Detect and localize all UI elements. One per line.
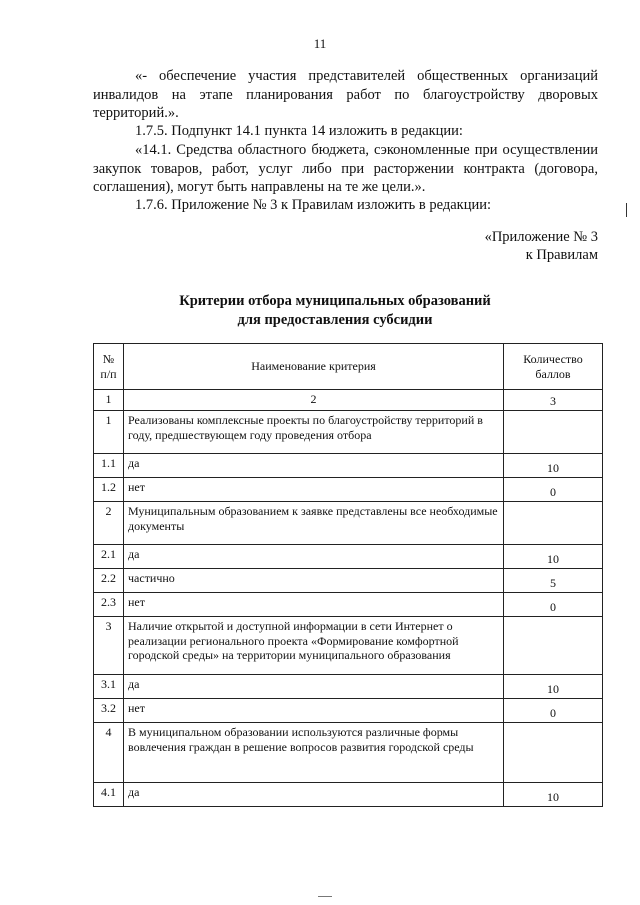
- row-number: 3: [94, 617, 124, 675]
- appendix-reference: [485, 228, 598, 264]
- row-criterion: В муниципальном образовании используются различные формы вовлечения граждан в решение вопросов развития городской среды: [124, 723, 504, 783]
- appendix-line-2: к Правилам: [525, 247, 598, 263]
- row-number: 2.3: [94, 593, 124, 617]
- row-number: 4.1: [94, 783, 124, 807]
- title-line-1: Критерии отбора муниципальных образований: [179, 293, 491, 309]
- paragraph-item-14-1: «14.1. Средства областного бюджета, сэкономленные при осуществлении закупок товаров, работ, услуг либо при расторжении контракта (договора, соглашения), могут быть направлены на те же цели.».: [93, 142, 598, 195]
- row-points: 10: [504, 454, 603, 478]
- table-row: [94, 411, 603, 454]
- title-line-2: для предоставления субсидии: [237, 312, 433, 328]
- row-number: 4: [94, 723, 124, 783]
- row-points: [504, 502, 603, 545]
- table-row: [94, 723, 603, 783]
- row-points: 5: [504, 569, 603, 593]
- index-col-2: 2: [124, 390, 504, 411]
- row-points: 10: [504, 783, 603, 807]
- criteria-table: [93, 343, 603, 807]
- table-row: [94, 454, 603, 478]
- row-number: 2.1: [94, 545, 124, 569]
- table-row: [94, 545, 603, 569]
- bottom-mark: [318, 896, 332, 897]
- table-row: [94, 699, 603, 723]
- table-row: [94, 783, 603, 807]
- row-number: 1.1: [94, 454, 124, 478]
- row-number: 1: [94, 411, 124, 454]
- header-number: № п/п: [94, 344, 124, 390]
- paragraph-item-1-7-6: 1.7.6. Приложение № 3 к Правилам изложить в редакции:: [135, 197, 492, 213]
- row-criterion: Наличие открытой и доступной информации в сети Интернет о реализации регионального проекта «Формирование комфортной городской среды» на территории муниципального образования: [124, 617, 504, 675]
- header-criterion-name: Наименование критерия: [124, 344, 504, 390]
- margin-mark: [626, 203, 627, 217]
- table-row: [94, 593, 603, 617]
- table-row: [94, 617, 603, 675]
- paragraph-accessibility: «- обеспечение участия представителей общественных организаций инвалидов на этапе планирования работ по благоустройству дворовых территорий.».: [93, 68, 598, 121]
- table-row: [94, 569, 603, 593]
- table-header-row: [94, 344, 603, 390]
- row-points: 0: [504, 478, 603, 502]
- index-col-3: 3: [504, 390, 603, 411]
- row-criterion: Муниципальным образованием к заявке представлены все необходимые документы: [124, 502, 504, 545]
- table-index-row: [94, 390, 603, 411]
- row-criterion: нет: [124, 593, 504, 617]
- page-number: 11: [313, 36, 327, 51]
- row-points: [504, 723, 603, 783]
- table-row: [94, 502, 603, 545]
- row-criterion: да: [124, 675, 504, 699]
- row-criterion: частично: [124, 569, 504, 593]
- row-number: 1.2: [94, 478, 124, 502]
- row-points: 0: [504, 593, 603, 617]
- row-criterion: нет: [124, 699, 504, 723]
- row-number: 2.2: [94, 569, 124, 593]
- row-points: 0: [504, 699, 603, 723]
- row-points: [504, 411, 603, 454]
- header-points: Количество баллов: [504, 344, 603, 390]
- row-points: [504, 617, 603, 675]
- row-criterion: да: [124, 454, 504, 478]
- row-criterion: нет: [124, 478, 504, 502]
- paragraph-item-1-7-5: 1.7.5. Подпункт 14.1 пункта 14 изложить в редакции:: [135, 123, 463, 139]
- row-points: 10: [504, 675, 603, 699]
- row-number: 3.1: [94, 675, 124, 699]
- document-title: [150, 292, 520, 330]
- row-criterion: да: [124, 545, 504, 569]
- table-row: [94, 675, 603, 699]
- row-number: 3.2: [94, 699, 124, 723]
- row-criterion: Реализованы комплексные проекты по благоустройству территорий в году, предшествующем году проведения отбора: [124, 411, 504, 454]
- row-number: 2: [94, 502, 124, 545]
- index-col-1: 1: [94, 390, 124, 411]
- appendix-line-1: «Приложение № 3: [484, 229, 598, 245]
- row-criterion: да: [124, 783, 504, 807]
- row-points: 10: [504, 545, 603, 569]
- table-row: [94, 478, 603, 502]
